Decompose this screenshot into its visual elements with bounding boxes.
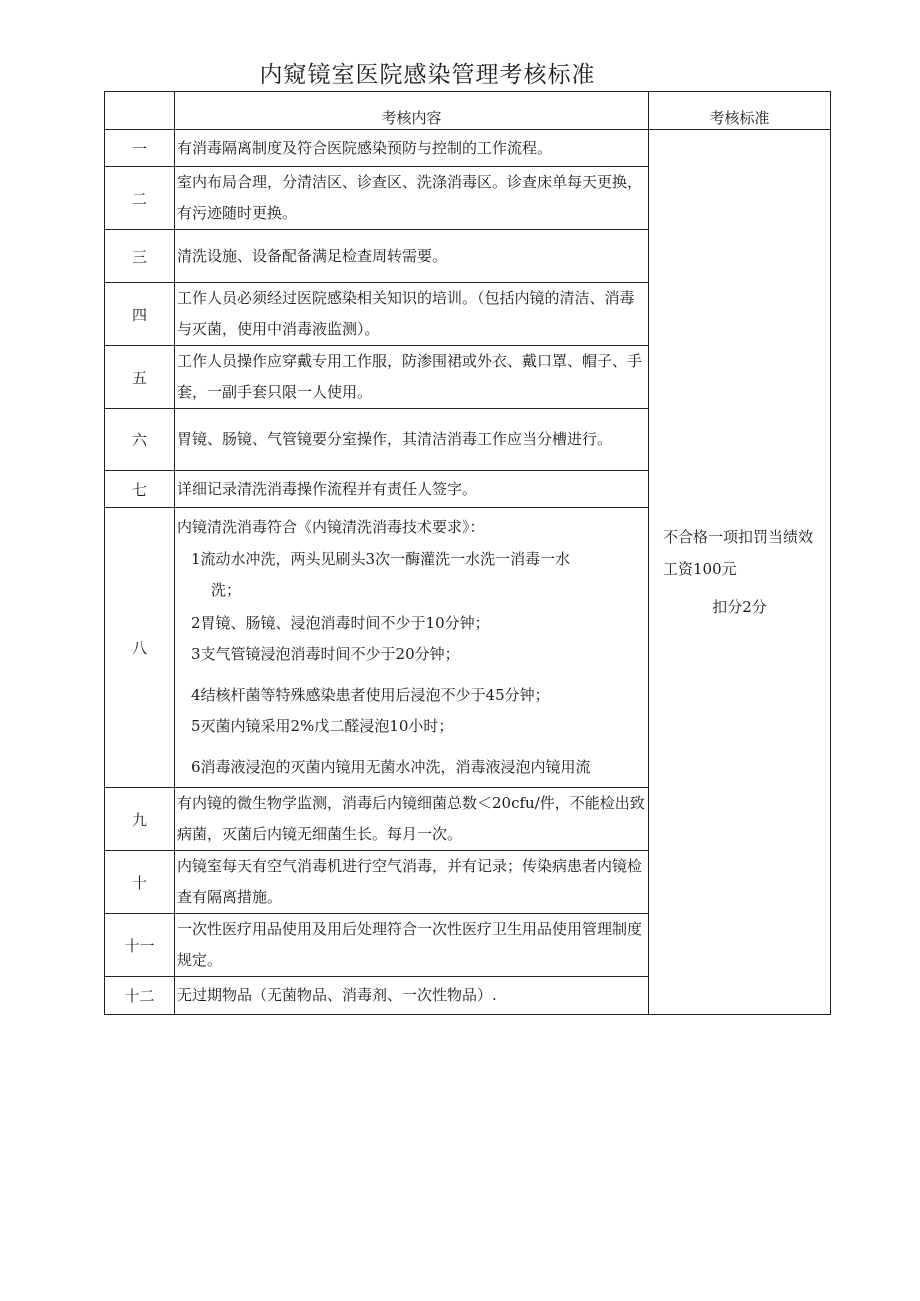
row-number: 七 xyxy=(105,471,175,508)
assessment-table xyxy=(104,91,831,1015)
sub-item: 5灭菌内镜采用2%戊二醛浸泡10小时； xyxy=(191,717,454,735)
row-content: 无过期物品（无菌物品、消毒剂、一次性物品）. xyxy=(175,977,649,1015)
row-number: 四 xyxy=(105,283,175,346)
table-row xyxy=(105,130,831,167)
row-number: 二 xyxy=(105,167,175,230)
row-number: 五 xyxy=(105,346,175,409)
row-content: 一次性医疗用品使用及用后处理符合一次性医疗卫生用品使用管理制度规定。 xyxy=(175,914,649,977)
standard-cell xyxy=(649,130,831,1015)
sub-item-line: 1流动水冲洗，两头见刷头3次一酶灌洗一水洗一消毒一水 xyxy=(191,550,571,568)
sub-item: 6消毒液浸泡的灭菌内镜用无菌水冲洗，消毒液浸泡内镜用流 xyxy=(191,758,591,776)
row-number: 八 xyxy=(105,508,175,788)
row-number: 十 xyxy=(105,851,175,914)
row-content: 胃镜、肠镜、气管镜要分室操作，其清洁消毒工作应当分槽进行。 xyxy=(175,409,649,471)
row-content: 工作人员必须经过医院感染相关知识的培训。（包括内镜的清洁、消毒与灭菌，使用中消毒液监测）。 xyxy=(175,283,649,346)
row-number: 九 xyxy=(105,788,175,851)
sub-item: 2胃镜、肠镜、浸泡消毒时间不少于10分钟； xyxy=(191,614,490,632)
row-content: 内镜室每天有空气消毒机进行空气消毒，并有记录；传染病患者内镜检查有隔离措施。 xyxy=(175,851,649,914)
row-content: 有消毒隔离制度及符合医院感染预防与控制的工作流程。 xyxy=(175,130,649,167)
sub-item-continuation: 洗； xyxy=(211,581,242,599)
row-number: 六 xyxy=(105,409,175,471)
table-header-row xyxy=(105,92,831,130)
row-content: 室内布局合理，分清洁区、诊查区、洗涤消毒区。诊查床单每天更换，有污迹随时更换。 xyxy=(175,167,649,230)
row-content xyxy=(175,508,649,788)
row-number: 十二 xyxy=(105,977,175,1015)
sub-item xyxy=(177,544,646,606)
page-title: 内窥镜室医院感染管理考核标准 xyxy=(259,62,596,88)
row-content: 有内镜的微生物学监测，消毒后内镜细菌总数＜20cfu/件，不能检出致病菌，灭菌后内镜无细菌生长。每月一次。 xyxy=(175,788,649,851)
row-content: 详细记录清洗消毒操作流程并有责任人签字。 xyxy=(175,471,649,508)
header-standard-cell: 考核标准 xyxy=(649,92,831,130)
row-number: 三 xyxy=(105,230,175,283)
row-number: 一 xyxy=(105,130,175,167)
row-content: 工作人员操作应穿戴专用工作服，防渗围裙或外衣、戴口罩、帽子、手套，一副手套只限一人使用。 xyxy=(175,346,649,409)
row-content: 清洗设施、设备配备满足检查周转需要。 xyxy=(175,230,649,283)
standard-deduction: 扣分2分 xyxy=(712,598,767,616)
header-content-cell: 考核内容 xyxy=(175,92,649,130)
row-number: 十一 xyxy=(105,914,175,977)
standard-penalty: 不合格一项扣罚当绩效工资100元 xyxy=(663,528,814,578)
sub-item: 3支气管镜浸泡消毒时间不少于20分钟； xyxy=(191,645,460,663)
sub-item: 4结核杆菌等特殊感染患者使用后浸泡不少于45分钟； xyxy=(191,686,550,704)
header-number-cell xyxy=(105,92,175,130)
row-intro: 内镜清洗消毒符合《内镜清洗消毒技术要求》： xyxy=(177,518,485,536)
